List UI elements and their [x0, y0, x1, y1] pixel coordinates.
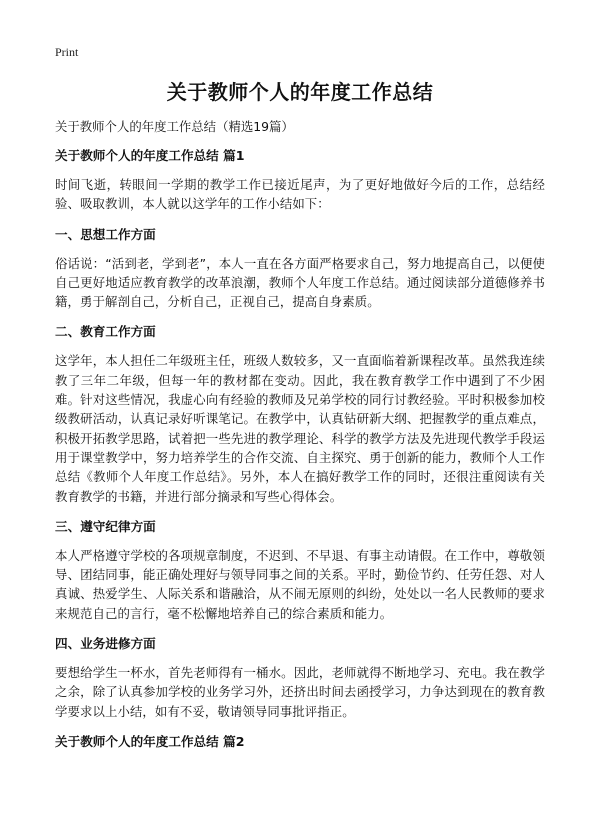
article-heading: 关于教师个人的年度工作总结 篇2: [55, 733, 245, 749]
intro-paragraph: 时间飞逝，转眼间一学期的教学工作已接近尾声，为了更好地做好今后的工作，总结经验、吸取教训，本人就以这学年的工作小结如下：: [55, 177, 545, 212]
section-title: 四、业务进修方面: [55, 636, 156, 652]
section-title: 一、思想工作方面: [55, 226, 156, 242]
article-heading: 关于教师个人的年度工作总结 篇1: [55, 148, 245, 163]
section-title: 三、遵守纪律方面: [55, 518, 156, 534]
section-paragraph: 本人严格遵守学校的各项规章制度，不迟到、不早退、有事主动请假。在工作中，尊敬领导、团结同事，能正确处理好与领导同事之间的关系。平时，勤俭节约、任劳任怨、对人真诚、热爱学生、人际关系和谐融洽，从不闹无原则的纠纷，处处以一名人民教师的要求来规范自己的言行，毫不松懈地培养自己的综合素质和能力。: [55, 547, 545, 621]
section-paragraph: 要想给学生一杯水，首先老师得有一桶水。因此，老师就得不断地学习、充电。我在教学之余，除了认真参加学校的业务学习外，还挤出时间去函授学习，力争达到现在的教育教学要求以上小结，如有不妥，敬请领导同事批评指正。: [55, 665, 545, 719]
page-title: 关于教师个人的年度工作总结: [166, 80, 434, 104]
print-link[interactable]: Print: [55, 45, 79, 59]
section-paragraph: 这学年，本人担任二年级班主任，班级人数较多，又一直面临着新课程改革。虽然我连续教了三年二年级，但每一年的教材都在变动。因此，我在教育教学工作中遇到了不少困难。针对这些情况，我虚心向有经验的教师及兄弟学校的同行讨教经验。平时积极参加校级教研活动，认真记录好听课笔记。在教学中，认真钻研新大纲、把握教学的重点难点，积极开拓教学思路，试着把一些先进的教学理论、科学的教学方法及先进现代教学手段运用于课堂教学中，努力培养学生的合作交流、自主探究、勇于创新的能力，教师个人工作总结《教师个人年度工作总结》。另外，本人在搞好教学工作的同时，还很注重阅读有关教育教学的书籍，并进行部分摘录和写些心得体会。: [55, 353, 545, 504]
section-paragraph: 俗话说：“活到老，学到老”，本人一直在各方面严格要求自己，努力地提高自己，以便使自己更好地适应教育教学的改革浪潮，教师个人年度工作总结。通过阅读部分道德修养书籍，勇于解剖自己，分析自己，正视自己，提高自身素质。: [55, 255, 545, 310]
section-title: 二、教育工作方面: [55, 324, 156, 340]
document-subtitle: 关于教师个人的年度工作总结（精选19篇）: [55, 119, 294, 134]
